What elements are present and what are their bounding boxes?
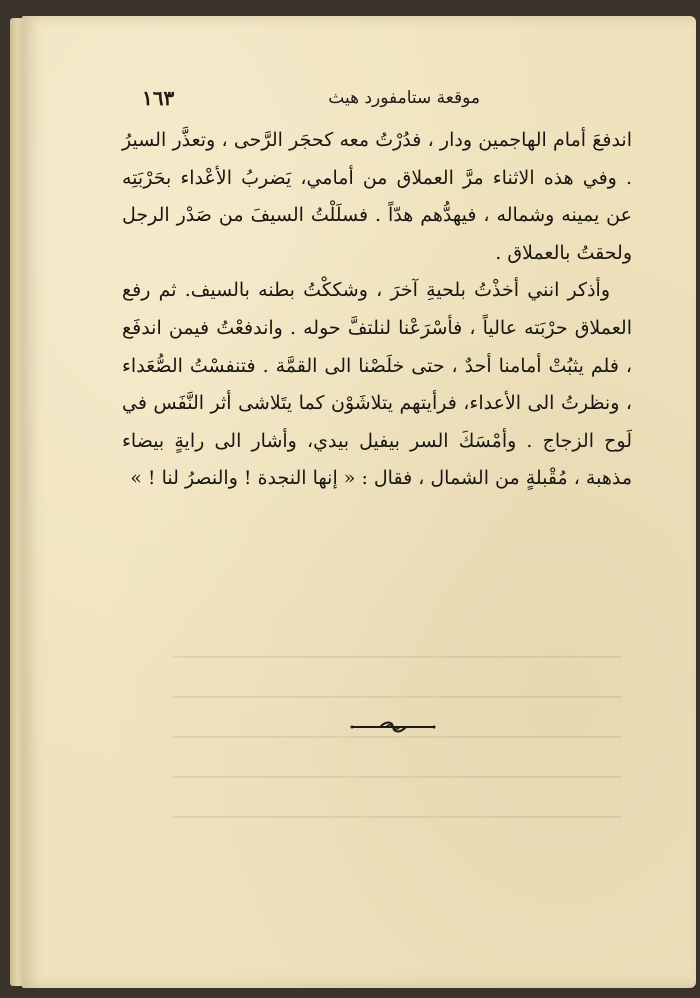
- paragraph: وأذكر انني أخذْتُ بلحيةِ آخرَ ، وشككْتُ بطنه بالسيف. ثم رفع العملاق حرْبَته عالياً ، فأسْرَعْنا لنلتفَّ حوله . واندفعْتُ فيمن اندفَع ، فلم يثبُتْ أمامنا أحدٌ ، حتى خلَصْنا الى القمَّة . فتنفسْتُ الصُّعَداء ، ونظرتُ الى الأعداء، فرأيتهم يتلاشَوْن كما يتَلاشى أثر النَّفَس في لَوح الزجاج . وأمْسَكَ السر بيفيل بيدي، وأشار الى رايةٍ بيضاء مذهبة ، مُقْبلةٍ من الشمال ، فقال : « إنها النجدة ! والنصرُ لنا ! »: [122, 279, 632, 490]
- bleed-through-text: [172, 656, 622, 876]
- paragraph: اندفعَ أمام الهاجمين ودار ، فدُرْتُ معه كحجَر الرَّحى ، وتعذَّر السيرُ . وفي هذه الاثناء مرَّ العملاق من أمامي، يَضربُ الأعْداء بحَرْبَتِه عن يمينه وشماله ، فيهدُّهم هدّاً . فسلَلْتُ السيفَ من صَدْر الرجل ولحقتُ بالعملاق .: [122, 129, 632, 264]
- body-text: [122, 122, 632, 498]
- page-header: [142, 88, 630, 114]
- page-number: ١٦٣: [142, 86, 175, 110]
- running-head: موقعة ستامفورد هيث: [328, 88, 480, 108]
- ornamental-divider-icon: [350, 718, 436, 736]
